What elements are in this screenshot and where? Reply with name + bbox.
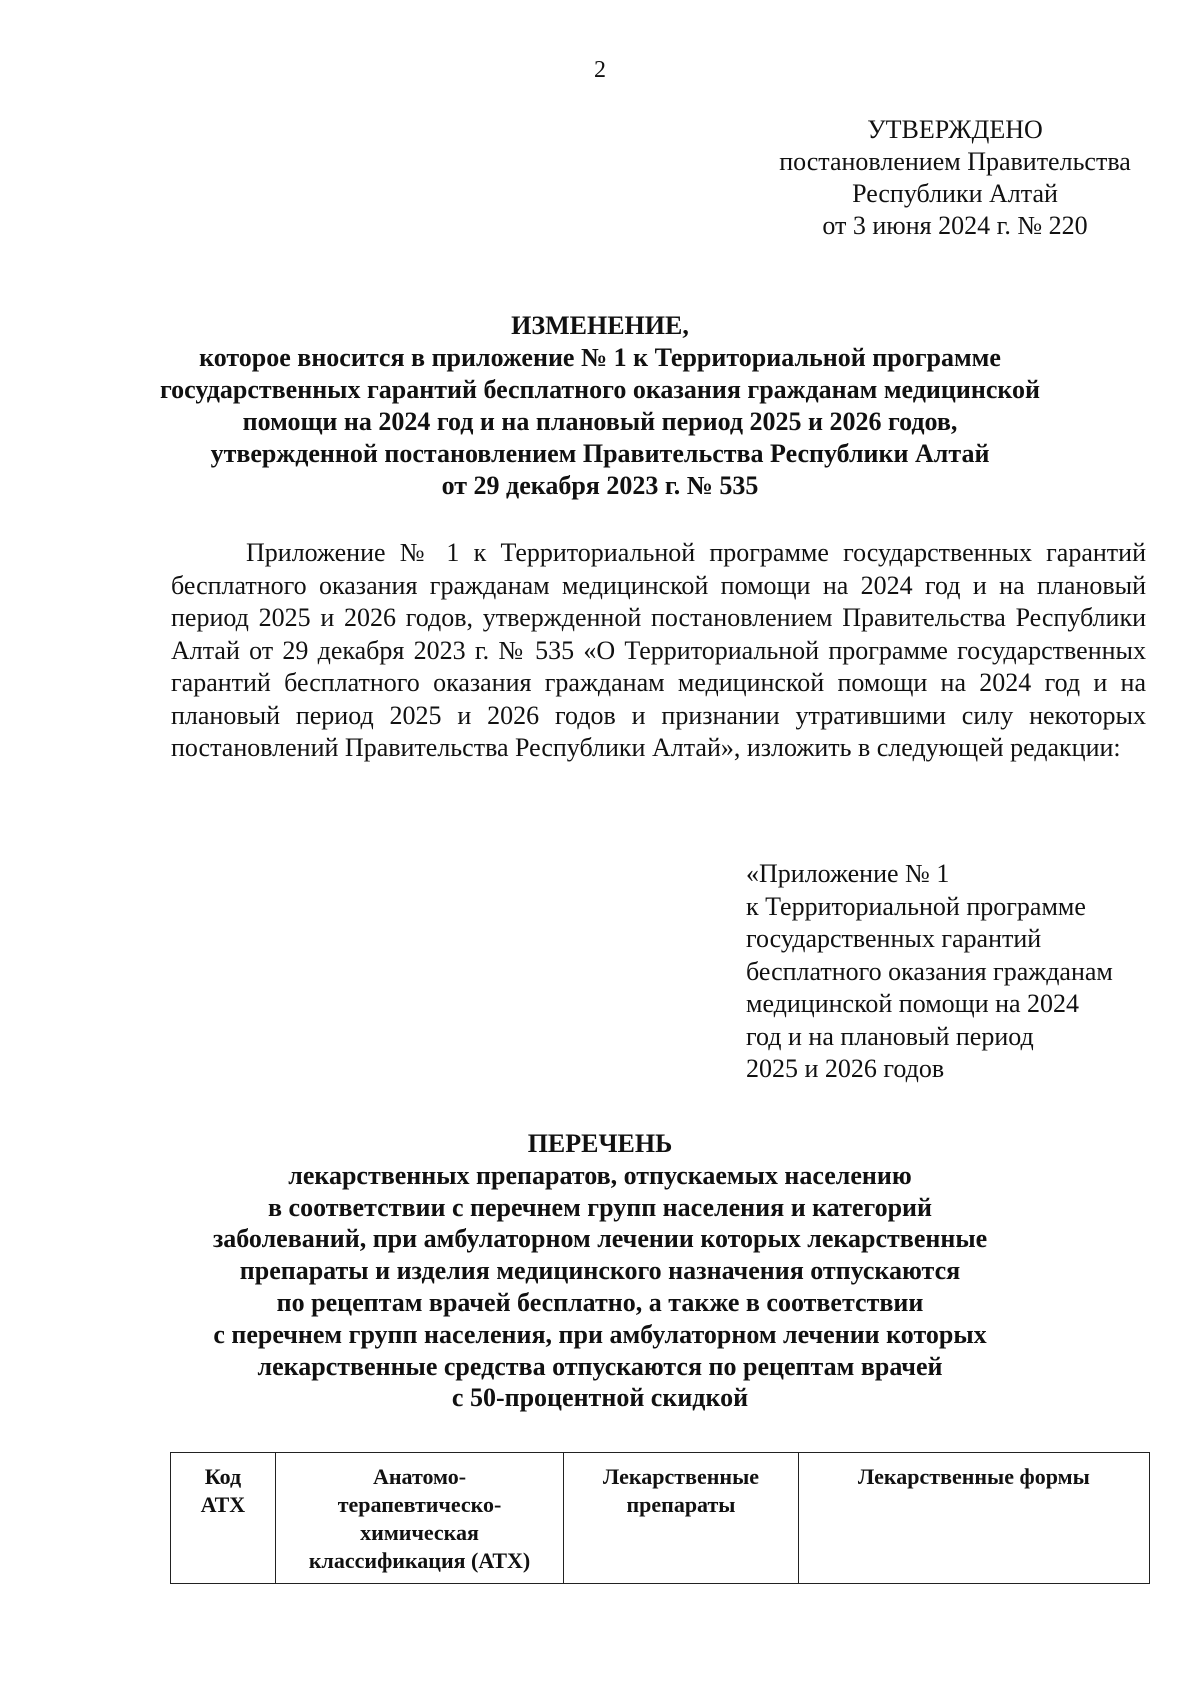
list-title-line: ПЕРЕЧЕНЬ (527, 1129, 673, 1158)
change-title-line: помощи на 2024 год и на плановый период 2025 и 2026 годов, (242, 407, 958, 436)
approval-line: от 3 июня 2024 г. № 220 (822, 211, 1088, 240)
table-header-row (171, 1453, 1150, 1584)
header-line: Код (204, 1464, 242, 1489)
change-title-line: которое вносится в приложение № 1 к Территориальной программе (199, 343, 1001, 372)
list-title-line: заболеваний, при амбулаторном лечении которых лекарственные (212, 1224, 988, 1254)
list-title-line: препараты и изделия медицинского назначения отпускаются (239, 1256, 961, 1286)
change-title-line: ИЗМЕНЕНИЕ, (511, 311, 689, 340)
body-paragraph: Приложение № 1 к Территориальной программе государственных гарантий бесплатного оказания гражданам медицинской помощи на 2024 год и на плановый период 2025 и 2026 годов, утвержденной постановлением Правительства Республики Алтай от 29 декабря 2023 г. № 535 «О Территориальной программе государственных гарантий бесплатного оказания гражданам медицинской помощи на 2024 год и на плановый период 2025 и 2026 годов и признании утратившими силу некоторых постановлений Правительства Республики Алтай», изложить в следующей редакции: (171, 538, 1146, 762)
atx-drug-table (170, 1452, 1150, 1584)
list-title-line: в соответствии с перечнем групп населения и категорий (267, 1192, 932, 1222)
change-title-line: государственных гарантий бесплатного оказания гражданам медицинской (160, 375, 1040, 404)
list-title (100, 1128, 1100, 1414)
header-line: препараты (626, 1492, 736, 1517)
appendix-line: 2025 и 2026 годов (746, 1054, 945, 1083)
list-title-line: по рецептам врачей бесплатно, а также в соответствии (276, 1287, 924, 1317)
list-title-line: лекарственных препаратов, отпускаемых населению (288, 1160, 912, 1190)
header-line: классификация (АТХ) (308, 1548, 531, 1573)
approval-line: Республики Алтай (852, 179, 1058, 208)
page-number: 2 (594, 57, 606, 83)
header-line: АТХ (200, 1492, 246, 1517)
appendix-line: год и на плановый период (746, 1021, 1034, 1051)
approval-line: постановлением Правительства (779, 147, 1131, 176)
appendix-line: государственных гарантий (746, 924, 1042, 953)
appendix-line: «Приложение № 1 (746, 859, 950, 888)
list-title-line: лекарственные средства отпускаются по рецептам врачей (257, 1351, 943, 1381)
header-line: Лекарственные формы (857, 1464, 1090, 1489)
header-dosage-forms (798, 1453, 1149, 1584)
list-title-line: с перечнем групп населения, при амбулаторном лечении которых (213, 1319, 987, 1349)
header-line: Лекарственные (602, 1464, 760, 1489)
header-drugs (564, 1453, 798, 1584)
approval-stamp-block (740, 114, 1170, 242)
list-title-line: с 50-процентной скидкой (451, 1383, 749, 1413)
appendix-line: медицинской помощи на 2024 (746, 989, 1080, 1018)
change-title (100, 310, 1100, 502)
approval-line: УТВЕРЖДЕНО (867, 115, 1043, 144)
header-line: химическая (360, 1520, 479, 1545)
change-title-line: от 29 декабря 2023 г. № 535 (441, 471, 759, 500)
appendix-heading-block (746, 858, 1166, 1086)
appendix-line: к Территориальной программе (746, 891, 1086, 921)
header-atc-classification (275, 1453, 563, 1584)
change-title-line: утвержденной постановлением Правительства Республики Алтай (210, 439, 990, 468)
appendix-line: бесплатного оказания гражданам (746, 956, 1113, 986)
header-line: терапевтическо- (337, 1492, 502, 1517)
header-line: Анатомо- (372, 1464, 467, 1489)
header-atx-code (171, 1453, 276, 1584)
